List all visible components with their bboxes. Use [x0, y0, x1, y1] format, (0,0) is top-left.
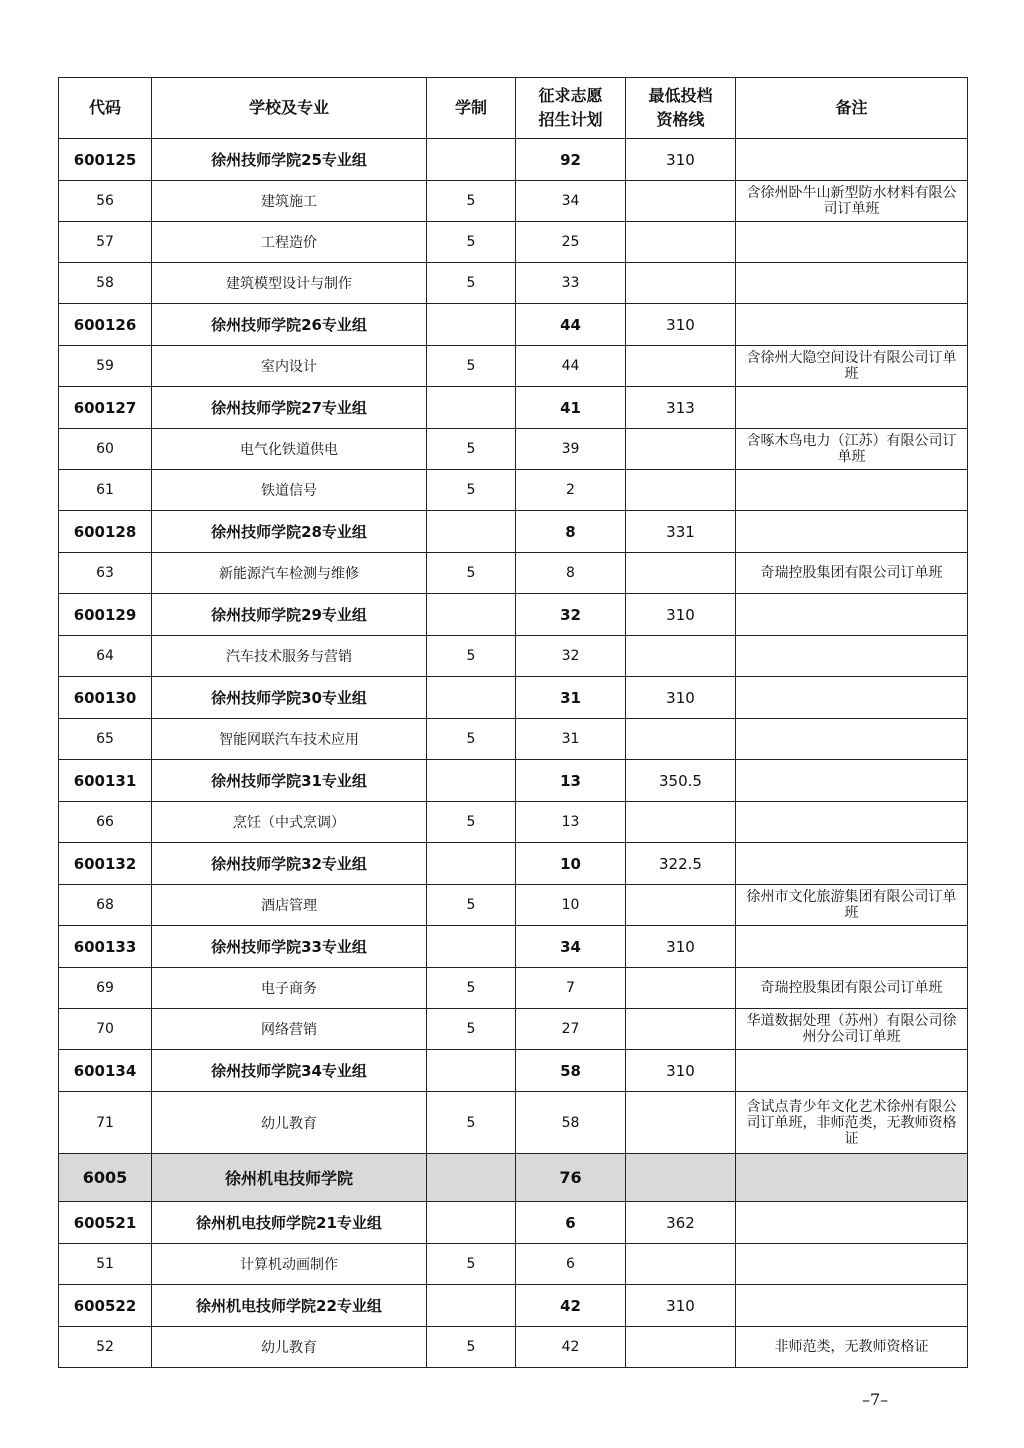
cell-plan: 41 [516, 387, 626, 429]
cell-plan: 6 [516, 1244, 626, 1285]
cell-plan: 39 [516, 429, 626, 470]
cell-name: 计算机动画制作 [152, 1244, 427, 1285]
cell-note [736, 636, 968, 677]
cell-note [736, 304, 968, 346]
cell-score: 310 [626, 1285, 736, 1327]
cell-code: 65 [59, 719, 152, 760]
cell-name: 徐州技师学院29专业组 [152, 594, 427, 636]
group-row [59, 139, 968, 181]
cell-years [427, 1050, 516, 1092]
cell-score: 362 [626, 1202, 736, 1244]
cell-plan: 6 [516, 1202, 626, 1244]
cell-score [626, 222, 736, 263]
cell-note: 非师范类，无教师资格证 [736, 1327, 968, 1368]
cell-note [736, 594, 968, 636]
cell-note [736, 1285, 968, 1327]
cell-note [736, 926, 968, 968]
cell-plan: 13 [516, 760, 626, 802]
major-row [59, 429, 968, 470]
cell-name: 徐州技师学院25专业组 [152, 139, 427, 181]
cell-score [626, 429, 736, 470]
cell-code: 70 [59, 1009, 152, 1050]
header-score: 最低投档 资格线 [626, 78, 736, 139]
group-row [59, 1202, 968, 1244]
cell-years: 5 [427, 1092, 516, 1154]
cell-name: 徐州机电技师学院21专业组 [152, 1202, 427, 1244]
cell-note [736, 387, 968, 429]
cell-name: 新能源汽车检测与维修 [152, 553, 427, 594]
major-row [59, 553, 968, 594]
cell-score [626, 263, 736, 304]
cell-note: 奇瑞控股集团有限公司订单班 [736, 553, 968, 594]
group-row [59, 511, 968, 553]
cell-note [736, 139, 968, 181]
cell-plan: 42 [516, 1327, 626, 1368]
cell-score: 331 [626, 511, 736, 553]
cell-note [736, 263, 968, 304]
cell-note [736, 802, 968, 843]
header-plan: 征求志愿 招生计划 [516, 78, 626, 139]
cell-name: 徐州技师学院31专业组 [152, 760, 427, 802]
cell-plan: 76 [516, 1154, 626, 1202]
cell-name: 酒店管理 [152, 885, 427, 926]
school-row [59, 1154, 968, 1202]
major-row [59, 1092, 968, 1154]
cell-name: 徐州机电技师学院 [152, 1154, 427, 1202]
cell-plan: 42 [516, 1285, 626, 1327]
cell-name: 徐州技师学院33专业组 [152, 926, 427, 968]
cell-plan: 8 [516, 511, 626, 553]
header-note: 备注 [736, 78, 968, 139]
cell-plan: 33 [516, 263, 626, 304]
cell-years [427, 139, 516, 181]
cell-name: 室内设计 [152, 346, 427, 387]
group-row [59, 677, 968, 719]
cell-score: 313 [626, 387, 736, 429]
cell-plan: 92 [516, 139, 626, 181]
major-row [59, 346, 968, 387]
cell-code: 71 [59, 1092, 152, 1154]
cell-score: 310 [626, 677, 736, 719]
cell-plan: 2 [516, 470, 626, 511]
cell-score: 310 [626, 1050, 736, 1092]
cell-name: 网络营销 [152, 1009, 427, 1050]
cell-name: 智能网联汽车技术应用 [152, 719, 427, 760]
cell-plan: 58 [516, 1092, 626, 1154]
cell-name: 幼儿教育 [152, 1092, 427, 1154]
cell-note: 含徐州大隐空间设计有限公司订单班 [736, 346, 968, 387]
cell-years [427, 926, 516, 968]
cell-note [736, 760, 968, 802]
cell-code: 600127 [59, 387, 152, 429]
cell-years: 5 [427, 470, 516, 511]
cell-score [626, 1327, 736, 1368]
major-row [59, 885, 968, 926]
cell-years: 5 [427, 1244, 516, 1285]
cell-name: 电气化铁道供电 [152, 429, 427, 470]
major-row [59, 1327, 968, 1368]
cell-name: 铁道信号 [152, 470, 427, 511]
cell-score [626, 346, 736, 387]
cell-code: 63 [59, 553, 152, 594]
cell-score [626, 1154, 736, 1202]
cell-years: 5 [427, 802, 516, 843]
cell-code: 68 [59, 885, 152, 926]
cell-note: 徐州市文化旅游集团有限公司订单班 [736, 885, 968, 926]
cell-code: 59 [59, 346, 152, 387]
cell-years: 5 [427, 263, 516, 304]
cell-note: 华道数据处理（苏州）有限公司徐州分公司订单班 [736, 1009, 968, 1050]
cell-code: 600125 [59, 139, 152, 181]
cell-years: 5 [427, 222, 516, 263]
cell-score [626, 1092, 736, 1154]
cell-years [427, 594, 516, 636]
cell-name: 建筑模型设计与制作 [152, 263, 427, 304]
cell-note [736, 511, 968, 553]
cell-note [736, 677, 968, 719]
major-row [59, 181, 968, 222]
cell-note: 奇瑞控股集团有限公司订单班 [736, 968, 968, 1009]
group-row [59, 304, 968, 346]
cell-note: 含啄木鸟电力（江苏）有限公司订单班 [736, 429, 968, 470]
major-row [59, 636, 968, 677]
major-row [59, 222, 968, 263]
cell-plan: 32 [516, 636, 626, 677]
cell-score: 322.5 [626, 843, 736, 885]
page-number: –7– [862, 1390, 889, 1409]
cell-years [427, 1285, 516, 1327]
cell-code: 600129 [59, 594, 152, 636]
cell-plan: 27 [516, 1009, 626, 1050]
cell-plan: 25 [516, 222, 626, 263]
cell-note: 含徐州卧牛山新型防水材料有限公司订单班 [736, 181, 968, 222]
cell-plan: 10 [516, 843, 626, 885]
group-row [59, 1285, 968, 1327]
cell-years: 5 [427, 1327, 516, 1368]
cell-code: 600130 [59, 677, 152, 719]
cell-code: 58 [59, 263, 152, 304]
cell-plan: 44 [516, 346, 626, 387]
major-row [59, 802, 968, 843]
cell-years [427, 304, 516, 346]
cell-plan: 10 [516, 885, 626, 926]
major-row [59, 1009, 968, 1050]
table-header-row [59, 78, 968, 139]
cell-years [427, 387, 516, 429]
cell-score [626, 636, 736, 677]
cell-name: 电子商务 [152, 968, 427, 1009]
cell-plan: 8 [516, 553, 626, 594]
cell-note [736, 1244, 968, 1285]
cell-plan: 32 [516, 594, 626, 636]
major-row [59, 263, 968, 304]
header-years: 学制 [427, 78, 516, 139]
cell-code: 600134 [59, 1050, 152, 1092]
cell-score [626, 553, 736, 594]
major-row [59, 968, 968, 1009]
cell-years: 5 [427, 636, 516, 677]
cell-score [626, 1009, 736, 1050]
group-row [59, 843, 968, 885]
cell-name: 徐州技师学院30专业组 [152, 677, 427, 719]
cell-plan: 34 [516, 926, 626, 968]
cell-note [736, 470, 968, 511]
cell-code: 64 [59, 636, 152, 677]
cell-note: 含试点青少年文化艺术徐州有限公司订单班，非师范类，无教师资格证 [736, 1092, 968, 1154]
cell-code: 600522 [59, 1285, 152, 1327]
cell-years: 5 [427, 181, 516, 222]
group-row [59, 926, 968, 968]
cell-note [736, 719, 968, 760]
cell-code: 61 [59, 470, 152, 511]
cell-name: 徐州机电技师学院22专业组 [152, 1285, 427, 1327]
cell-years: 5 [427, 719, 516, 760]
cell-name: 徐州技师学院28专业组 [152, 511, 427, 553]
cell-years: 5 [427, 346, 516, 387]
cell-name: 工程造价 [152, 222, 427, 263]
cell-code: 52 [59, 1327, 152, 1368]
table-body [59, 139, 968, 1368]
cell-plan: 58 [516, 1050, 626, 1092]
major-row [59, 470, 968, 511]
cell-years [427, 511, 516, 553]
cell-code: 600133 [59, 926, 152, 968]
cell-note [736, 843, 968, 885]
cell-plan: 34 [516, 181, 626, 222]
cell-score: 310 [626, 926, 736, 968]
cell-name: 建筑施工 [152, 181, 427, 222]
cell-code: 6005 [59, 1154, 152, 1202]
cell-plan: 31 [516, 719, 626, 760]
cell-name: 徐州技师学院27专业组 [152, 387, 427, 429]
cell-years: 5 [427, 429, 516, 470]
cell-code: 56 [59, 181, 152, 222]
cell-code: 600131 [59, 760, 152, 802]
cell-name: 徐州技师学院32专业组 [152, 843, 427, 885]
cell-note [736, 222, 968, 263]
group-row [59, 387, 968, 429]
cell-years [427, 843, 516, 885]
cell-score [626, 181, 736, 222]
cell-score [626, 719, 736, 760]
group-row [59, 594, 968, 636]
cell-code: 66 [59, 802, 152, 843]
group-row [59, 760, 968, 802]
cell-name: 烹饪（中式烹调） [152, 802, 427, 843]
cell-years [427, 1154, 516, 1202]
header-code: 代码 [59, 78, 152, 139]
cell-name: 幼儿教育 [152, 1327, 427, 1368]
cell-score [626, 470, 736, 511]
cell-score [626, 802, 736, 843]
cell-years [427, 677, 516, 719]
admission-plan-table [58, 77, 968, 1368]
cell-code: 600132 [59, 843, 152, 885]
cell-score [626, 885, 736, 926]
cell-years: 5 [427, 885, 516, 926]
cell-name: 徐州技师学院26专业组 [152, 304, 427, 346]
cell-plan: 13 [516, 802, 626, 843]
major-row [59, 719, 968, 760]
cell-code: 600521 [59, 1202, 152, 1244]
cell-note [736, 1154, 968, 1202]
cell-score: 310 [626, 139, 736, 181]
cell-score: 310 [626, 594, 736, 636]
cell-note [736, 1202, 968, 1244]
group-row [59, 1050, 968, 1092]
header-name: 学校及专业 [152, 78, 427, 139]
cell-code: 57 [59, 222, 152, 263]
cell-code: 51 [59, 1244, 152, 1285]
cell-score: 310 [626, 304, 736, 346]
cell-years [427, 1202, 516, 1244]
cell-score [626, 968, 736, 1009]
cell-code: 60 [59, 429, 152, 470]
cell-score: 350.5 [626, 760, 736, 802]
cell-years: 5 [427, 968, 516, 1009]
cell-years: 5 [427, 1009, 516, 1050]
major-row [59, 1244, 968, 1285]
cell-code: 69 [59, 968, 152, 1009]
cell-note [736, 1050, 968, 1092]
cell-name: 汽车技术服务与营销 [152, 636, 427, 677]
cell-plan: 7 [516, 968, 626, 1009]
cell-years [427, 760, 516, 802]
cell-plan: 44 [516, 304, 626, 346]
cell-code: 600128 [59, 511, 152, 553]
cell-name: 徐州技师学院34专业组 [152, 1050, 427, 1092]
cell-years: 5 [427, 553, 516, 594]
cell-code: 600126 [59, 304, 152, 346]
cell-plan: 31 [516, 677, 626, 719]
cell-score [626, 1244, 736, 1285]
